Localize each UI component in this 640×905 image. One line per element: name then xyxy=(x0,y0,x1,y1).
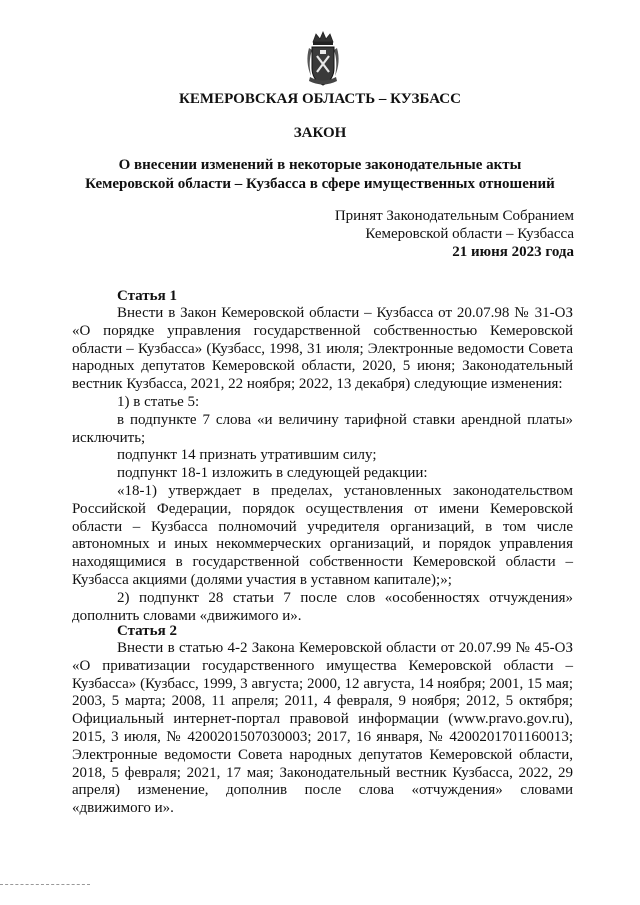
article-1-body xyxy=(72,305,573,625)
article-1-paragraph: подпункт 14 признать утратившим силу; xyxy=(117,447,377,464)
adoption-line-2: Кемеровской области – Кузбасса xyxy=(365,226,574,242)
document-type: ЗАКОН xyxy=(293,125,347,141)
article-1-paragraph: Внести в Закон Кемеровской области – Кузбасса от 20.07.98 № 31-ОЗ «О порядке управления государственной собственностью Кемеровской области – Кузбасса» (Кузбасс, 1998, 31 июля; Электронные ведомости Совета народных депутатов Кемеровской области, 2020, 5 июня; Законодательный вестник Кузбасса, 2021, 22 ноября; 2022, 13 декабря) следующие изменения: xyxy=(72,305,573,393)
article-1-paragraph: 1) в статье 5: xyxy=(117,393,200,410)
article-1-paragraph: подпункт 18-1 изложить в следующей редакции: xyxy=(117,465,428,482)
article-2-heading: Статья 2 xyxy=(117,623,177,639)
article-1-paragraph: 2) подпункт 28 статьи 7 после слов «особенностях отчуждения» дополнить словами «движимого и». xyxy=(72,589,573,624)
region-title: КЕМЕРОВСКАЯ ОБЛАСТЬ – КУЗБАСС xyxy=(179,91,461,107)
article-2-paragraph: Внести в статью 4-2 Закона Кемеровской области от 20.07.99 № 45-ОЗ «О приватизации государственного имущества Кемеровской области – Кузбасса» (Кузбасс, 1999, 3 августа; 2000, 12 августа, 14 ноября; 2001, 15 мая; 2003, 5 марта; 2008, 11 апреля; 2011, 4 февраля, 9 ноября; 2012, 5 октября; Официальный интернет-портал правовой информации (www.pravo.gov.ru), 2015, 3 июля, № 4200201507030003; 2017, 16 января, № 4200201701160013; Электронные ведомости Совета народных депутатов Кемеровской области, 2018, 5 февраля; 2021, 17 мая; Законодательный вестник Кузбасса, 2022, 29 апреля) изменение, дополнив после слова «отчуждения» словами «движимого и». xyxy=(72,640,573,817)
article-1-paragraph: «18-1) утверждает в пределах, установленных законодательством Российской Федерации, порядок осуществления от имени Кемеровской области – Кузбасса полномочий учредителя организаций, в том числе автономных и иных некоммерческих организаций, и порядок управления находящимися в государственной собственности Кемеровской области – Кузбасса акциями (долями участия в уставном капитале);»; xyxy=(72,482,573,588)
article-2-body xyxy=(72,640,573,818)
adoption-block xyxy=(335,207,574,261)
adoption-date: 21 июня 2023 года xyxy=(452,244,574,260)
scan-edge-line xyxy=(0,884,90,885)
adoption-line-1: Принят Законодательным Собранием xyxy=(334,208,574,224)
coat-of-arms-icon xyxy=(303,30,343,88)
law-subject-line-2: Кемеровской области – Кузбасса в сфере имущественных отношений xyxy=(85,176,555,192)
article-1-paragraph: в подпункте 7 слова «и величину тарифной ставки арендной платы» исключить; xyxy=(72,411,573,446)
article-1-heading: Статья 1 xyxy=(117,288,177,304)
law-subject-line-1: О внесении изменений в некоторые законодательные акты xyxy=(118,157,522,173)
law-subject xyxy=(0,156,640,194)
